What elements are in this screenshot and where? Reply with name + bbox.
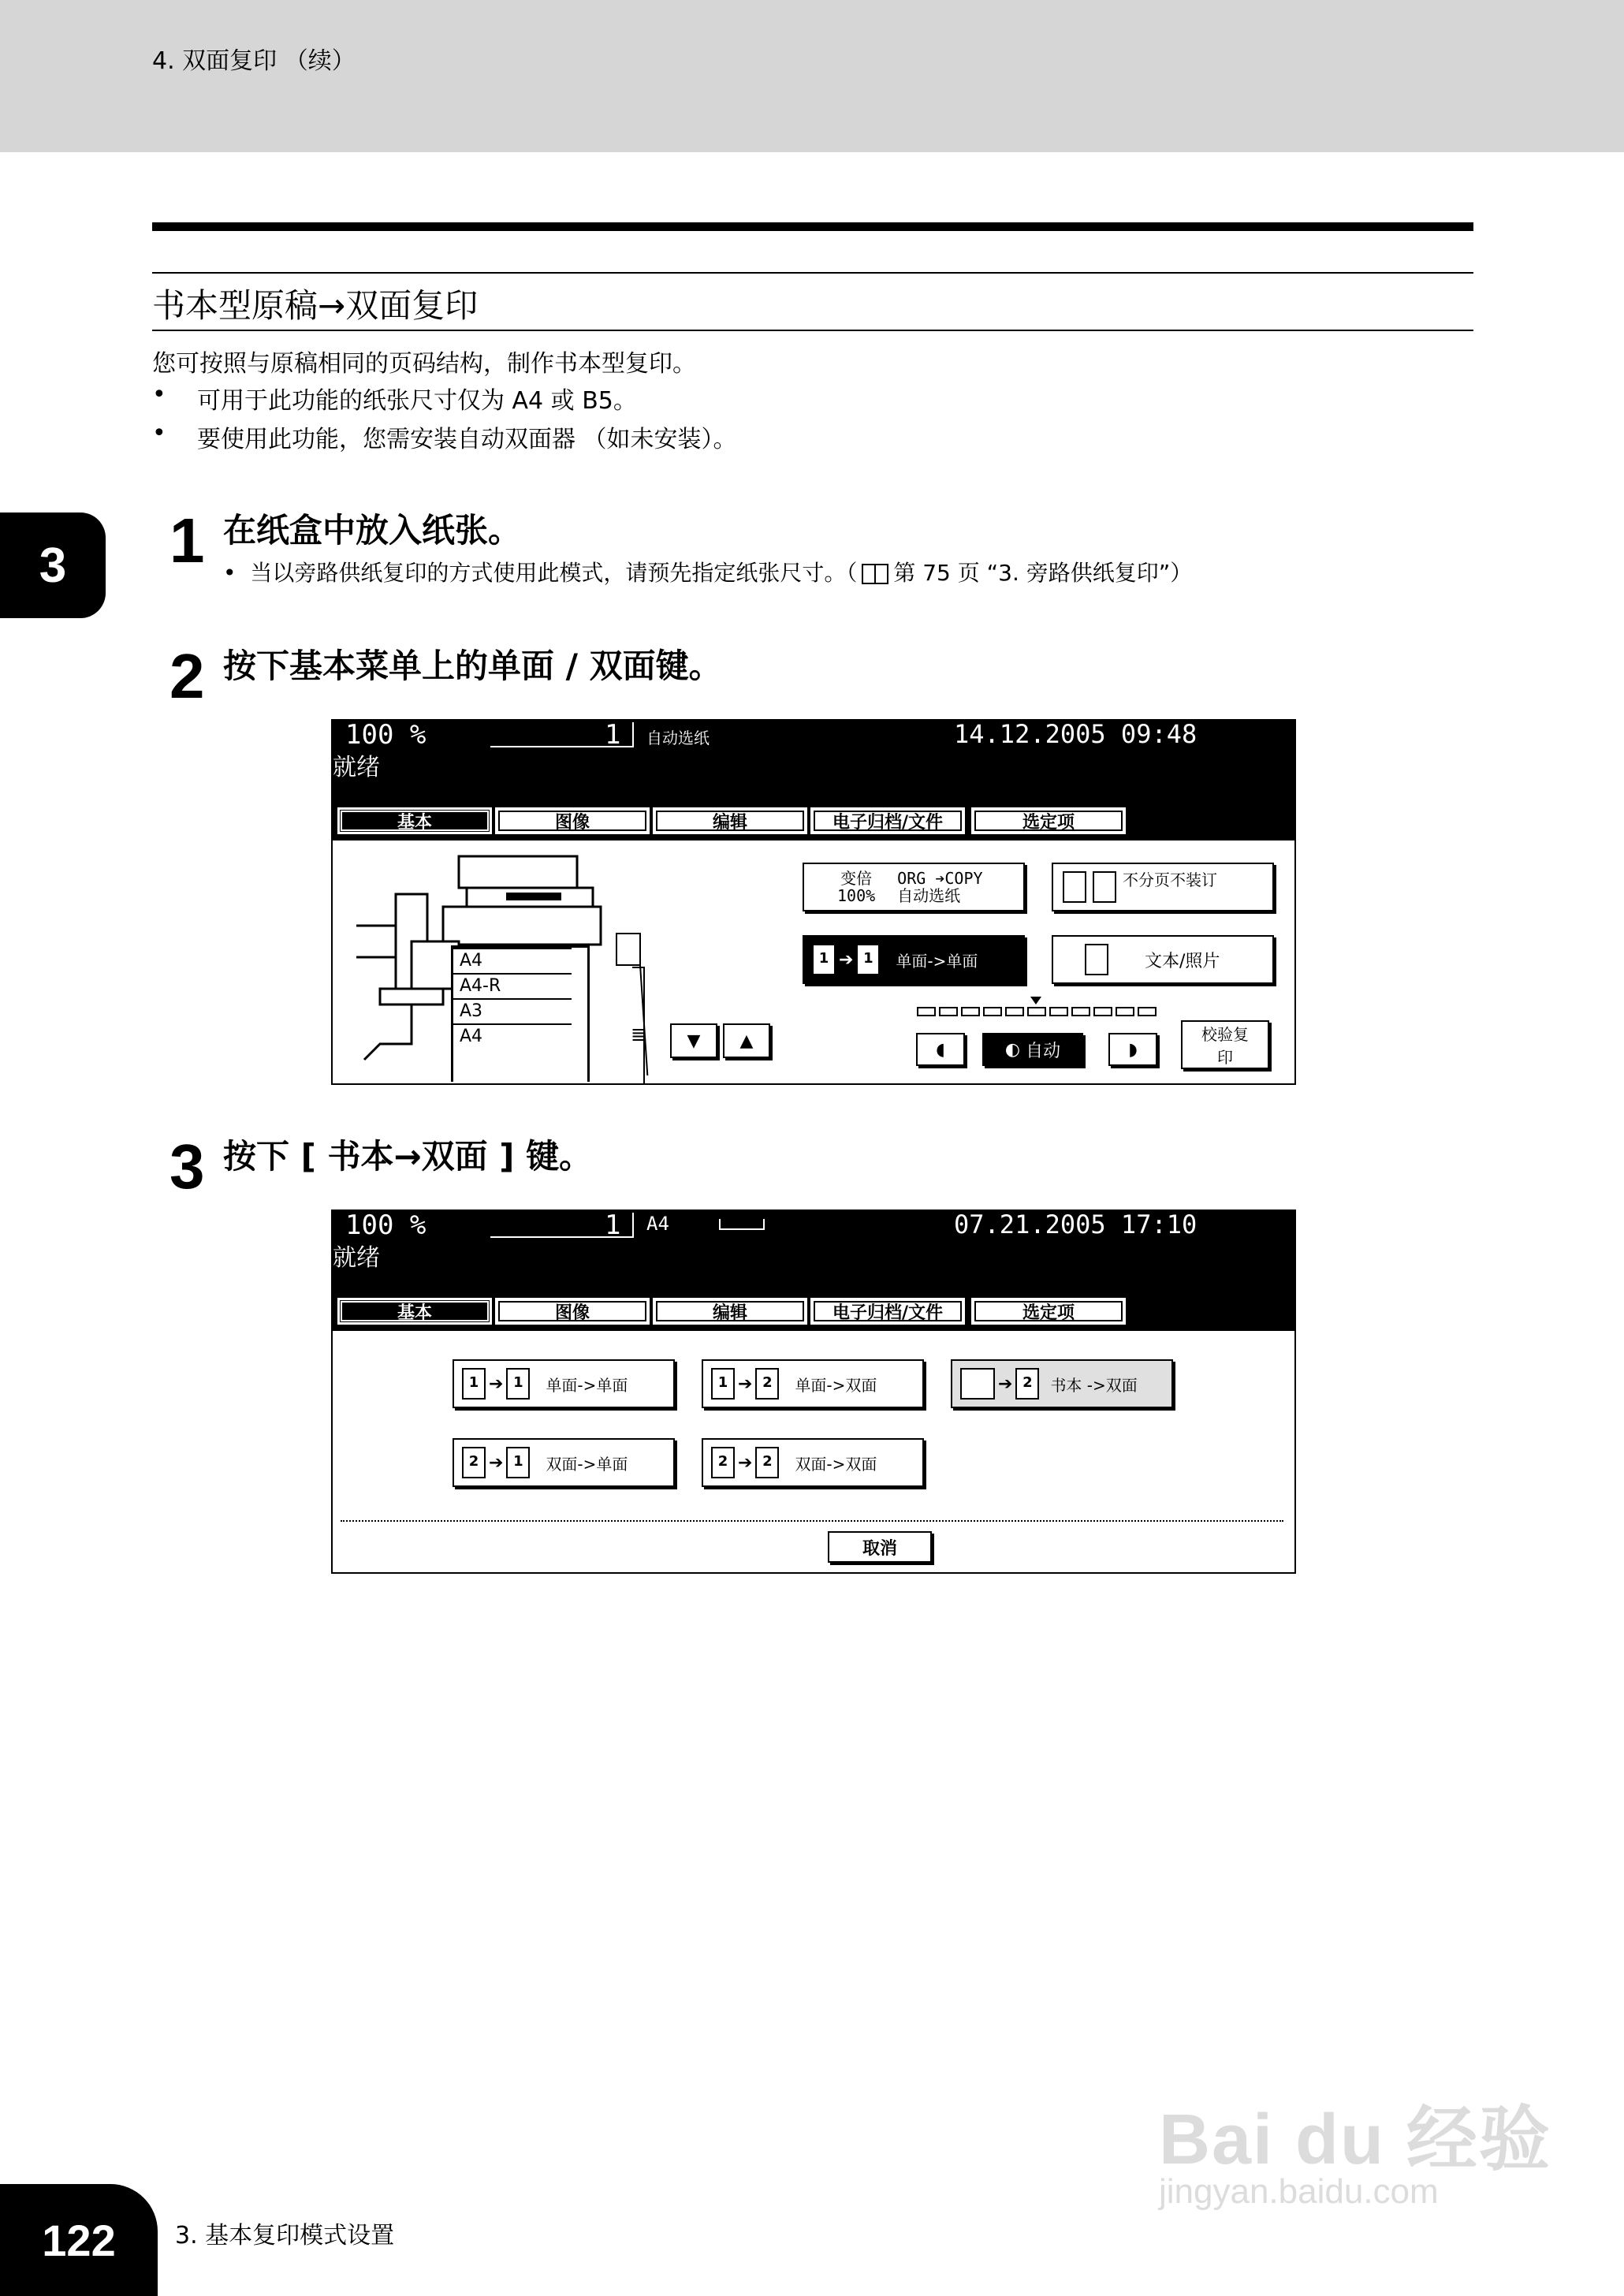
- page-stack-icon: [1063, 871, 1086, 903]
- tray-stack: [451, 945, 590, 1082]
- open-book-icon: [960, 1368, 995, 1400]
- simplex-to-simplex-button[interactable]: [453, 1359, 675, 1408]
- tab-efiling[interactable]: 电子归档/文件: [810, 807, 965, 834]
- duplex-button[interactable]: [803, 935, 1025, 984]
- copy-count: 1: [605, 719, 621, 751]
- step-text: 按下 [ 书本→双面 ] 键。: [223, 1137, 593, 1176]
- tab-edit[interactable]: 编辑: [653, 807, 807, 834]
- zoom-button-value: 100%: [837, 886, 876, 905]
- auto-label: 自动: [1026, 1041, 1061, 1061]
- simplex-page-icon: 1: [462, 1368, 486, 1400]
- arrow-right-icon: ➔: [839, 949, 854, 970]
- duplex-page-icon: 2: [711, 1447, 735, 1478]
- step-number: 1: [169, 505, 205, 576]
- simplex-page-icon: 1: [856, 944, 880, 975]
- tab-basic[interactable]: 基本: [337, 1298, 492, 1325]
- simplex-to-duplex-button[interactable]: [702, 1359, 924, 1408]
- auto-paper-label: 自动选纸: [897, 886, 961, 905]
- tray-1: A4: [453, 948, 572, 973]
- proof-copy-button[interactable]: 校验复印: [1181, 1020, 1269, 1069]
- mode-label: 双面->单面: [546, 1454, 628, 1474]
- note-text-after: 第 75 页 “3. 旁路供纸复印”）: [893, 560, 1193, 586]
- running-title: 4. 双面复印 （续）: [152, 47, 356, 75]
- bullet-text: 可用于此功能的纸张尺寸仅为 A4 或 B5。: [197, 387, 637, 415]
- header-band: [0, 0, 1624, 152]
- tab-basic[interactable]: 基本: [337, 807, 492, 834]
- duplex-page-icon: 2: [755, 1368, 779, 1400]
- duplex-page-icon: 2: [462, 1447, 486, 1478]
- arrow-right-icon: ➔: [489, 1452, 504, 1473]
- tray-down-button[interactable]: ▼: [670, 1023, 717, 1058]
- panel-header: [333, 1211, 1294, 1331]
- duplex-button-label: 单面->单面: [896, 951, 978, 971]
- arrow-right-icon: ➔: [489, 1374, 504, 1394]
- sort-button[interactable]: [1052, 863, 1274, 911]
- step-number: 2: [169, 641, 205, 711]
- note-text-before: 当以旁路供纸复印的方式使用此模式，请预先指定纸张尺寸。（: [250, 560, 858, 586]
- tab-image[interactable]: 图像: [495, 1298, 650, 1325]
- simplex-page-icon: 1: [812, 944, 836, 975]
- page-number: 122: [0, 2184, 158, 2296]
- zoom-button[interactable]: [803, 863, 1025, 911]
- status-text: 就绪: [333, 1244, 380, 1272]
- simplex-page-icon: 1: [506, 1447, 530, 1478]
- section-title: 书本型原稿→双面复印: [152, 286, 479, 325]
- book-icon: [862, 564, 888, 584]
- chapter-tab: 3: [0, 512, 106, 618]
- datetime: 14.12.2005 09:48: [954, 719, 1198, 749]
- density-auto-button[interactable]: [982, 1033, 1083, 1066]
- tray-3: A3: [453, 998, 572, 1023]
- panel-header: [333, 721, 1294, 840]
- section-rule-thick: [152, 222, 1473, 231]
- simplex-page-icon: 1: [711, 1368, 735, 1400]
- arrow-right-icon: ➔: [998, 1374, 1013, 1394]
- arrow-right-icon: ➔: [738, 1452, 753, 1473]
- density-scale: [916, 997, 1184, 1020]
- cancel-button[interactable]: 取消: [828, 1531, 932, 1563]
- sort-button-label: 不分页不装订: [1123, 870, 1217, 889]
- step-text: 按下基本菜单上的单面 / 双面键。: [223, 647, 722, 685]
- simplex-page-icon: 1: [506, 1368, 530, 1400]
- step-text: 在纸盒中放入纸张。: [223, 511, 522, 550]
- zoom-readout: 100 %: [345, 719, 426, 751]
- tab-selected[interactable]: 选定项: [971, 1298, 1126, 1325]
- page-stack-icon: [1093, 871, 1116, 903]
- duplex-to-duplex-button[interactable]: [702, 1438, 924, 1487]
- datetime: 07.21.2005 17:10: [954, 1210, 1198, 1239]
- tab-selected[interactable]: 选定项: [971, 807, 1126, 834]
- divider: [341, 1520, 1283, 1522]
- paper-mode: 自动选纸: [646, 729, 710, 747]
- mode-label: 双面->双面: [795, 1454, 877, 1474]
- document-icon: [1085, 944, 1108, 975]
- duplex-to-simplex-button[interactable]: [453, 1438, 675, 1487]
- tray-icon: [719, 1219, 765, 1230]
- control-panel-duplex: [331, 1210, 1296, 1574]
- duplex-page-icon: 2: [755, 1447, 779, 1478]
- book-to-duplex-button[interactable]: [951, 1359, 1173, 1408]
- density-lighter-button[interactable]: ◖: [916, 1033, 965, 1066]
- text-photo-label: 文本/照片: [1145, 951, 1220, 971]
- intro-text: 您可按照与原稿相同的页码结构，制作书本型复印。: [152, 350, 696, 378]
- tray-2: A4-R: [453, 973, 572, 998]
- org-copy-label: ORG ➔COPY: [897, 869, 983, 888]
- baidu-watermark-url: jingyan.baidu.com: [1159, 2172, 1439, 2211]
- duplex-page-icon: 2: [1015, 1368, 1039, 1400]
- step-note: [223, 556, 1192, 587]
- copy-count: 1: [605, 1210, 621, 1241]
- text-photo-button[interactable]: [1052, 935, 1274, 984]
- arrow-right-icon: ➔: [738, 1374, 753, 1394]
- status-text: 就绪: [333, 754, 380, 781]
- tab-edit[interactable]: 编辑: [653, 1298, 807, 1325]
- footer-chapter-title: 3. 基本复印模式设置: [175, 2222, 395, 2249]
- tab-efiling[interactable]: 电子归档/文件: [810, 1298, 965, 1325]
- list-icon: ≣: [631, 1023, 647, 1046]
- note-bullet: •: [223, 560, 251, 586]
- density-darker-button[interactable]: ◗: [1108, 1033, 1157, 1066]
- zoom-button-label: 变倍: [840, 869, 873, 888]
- section-rule-top: [152, 272, 1473, 274]
- baidu-watermark-logo: Bai du 经验: [1159, 2100, 1552, 2179]
- bullet-marker: •: [152, 381, 166, 408]
- step-number: 3: [169, 1131, 205, 1202]
- bullet-marker: •: [152, 419, 166, 447]
- mode-label: 单面->双面: [795, 1375, 877, 1395]
- mode-label: 书本 ->双面: [1050, 1375, 1138, 1395]
- mode-label: 单面->单面: [546, 1375, 628, 1395]
- tray-up-button[interactable]: ▲: [723, 1023, 770, 1058]
- section-rule-bottom: [152, 330, 1473, 331]
- control-panel-basic: [331, 719, 1296, 1085]
- tray-4: A4: [453, 1023, 572, 1049]
- tab-image[interactable]: 图像: [495, 807, 650, 834]
- paper-size: A4: [646, 1213, 669, 1235]
- zoom-readout: 100 %: [345, 1210, 426, 1241]
- bullet-text: 要使用此功能，您需安装自动双面器 （如未安装）。: [197, 426, 737, 453]
- contrast-icon: ◐: [1004, 1039, 1021, 1060]
